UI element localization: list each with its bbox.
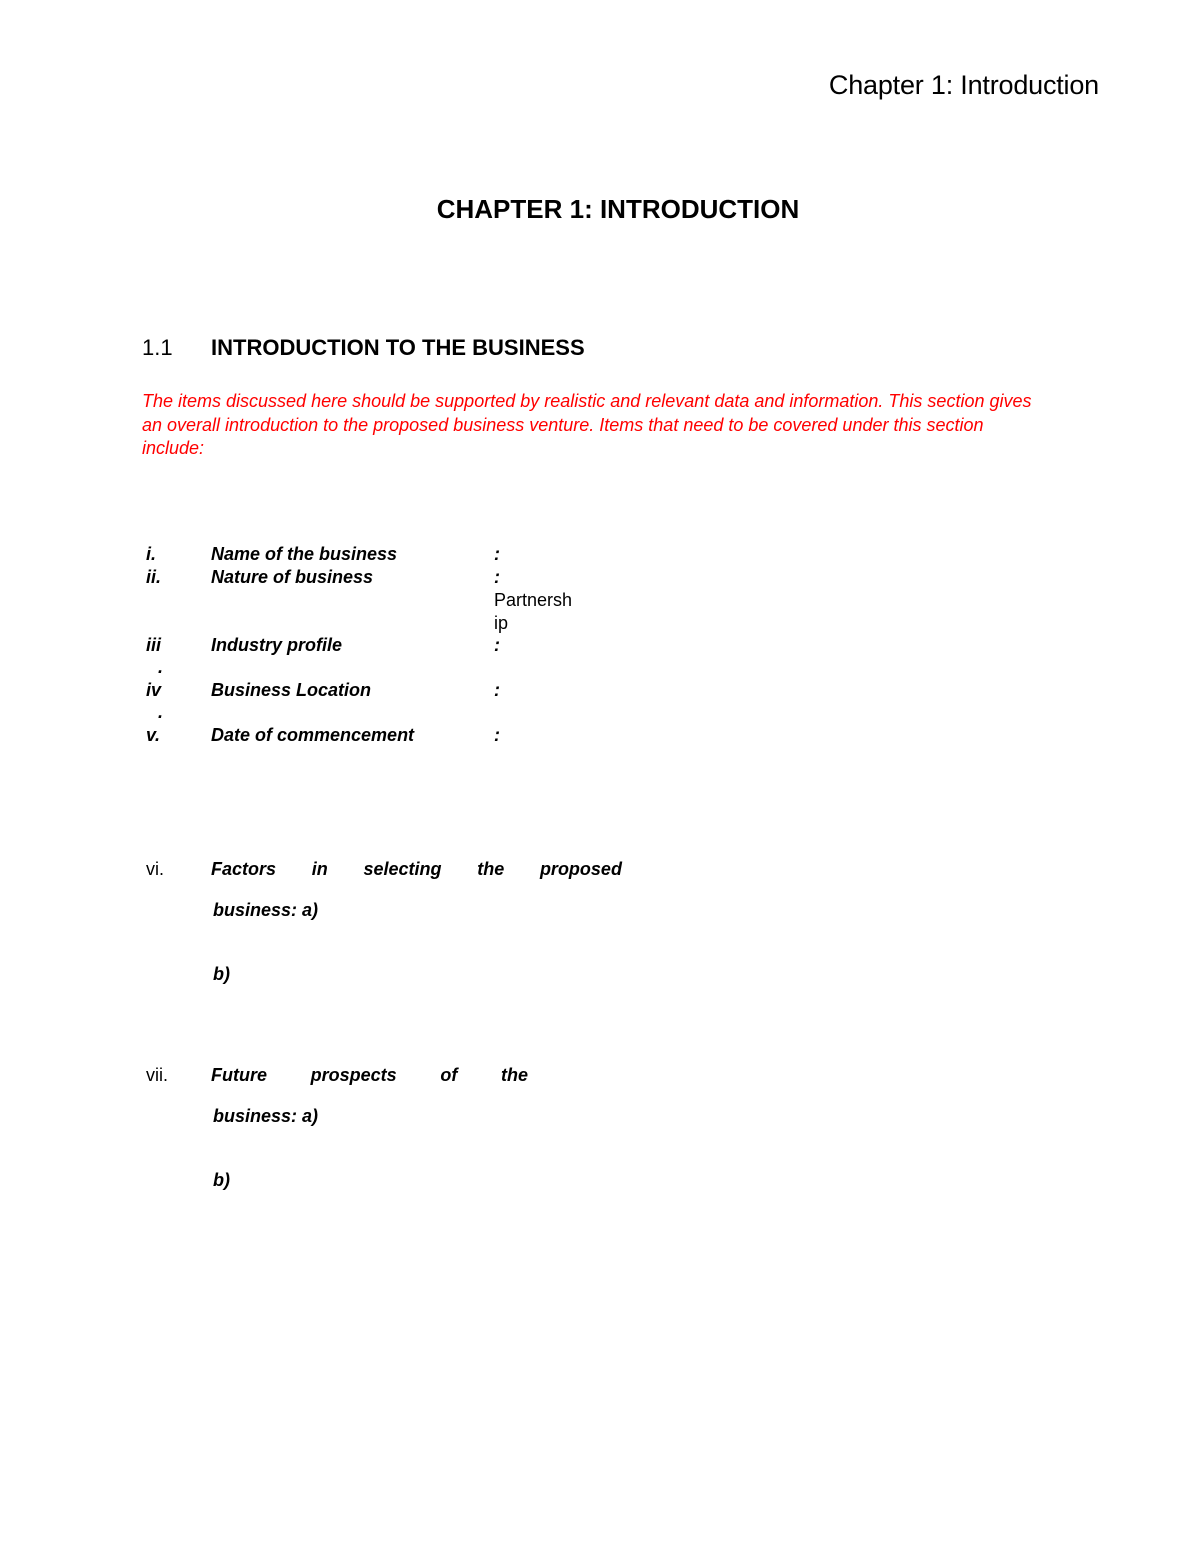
factors-word: in [311,859,328,879]
item-colon: : [494,567,500,587]
item-number: i. [146,544,157,564]
section-title: INTRODUCTION TO THE BUSINESS [211,335,585,360]
item-value-nature-line2: ip [494,613,509,633]
prospects-line-a: business: a) [213,1106,319,1126]
item-label-location: Business Location [211,680,372,700]
item-number: iv [146,680,162,700]
item-colon: : [494,544,500,564]
item-number: iii [146,635,162,655]
item-number: ii. [146,567,162,587]
factors-line-b: b) [213,964,230,984]
factors-word: proposed [539,859,622,879]
chapter-title: CHAPTER 1: INTRODUCTION [436,194,800,224]
item-colon: : [494,680,500,700]
item-label-industry: Industry profile [211,635,343,655]
factors-word: the [477,859,505,879]
prospects-word: Future [211,1065,267,1085]
prospects-heading-line [211,1065,528,1086]
prospects-word: prospects [310,1065,397,1085]
item-label-nature: Nature of business [211,567,374,587]
item-label-business-name: Name of the business [211,544,398,564]
item-number: vii. [146,1065,168,1085]
section-number: 1.1 [142,335,173,360]
factors-heading-line [211,859,622,880]
factors-word: Factors [211,859,277,879]
item-number-continuation: . [158,702,164,722]
factors-line-a: business: a) [213,900,319,920]
item-colon: : [494,635,500,655]
prospects-line-b: b) [213,1170,230,1190]
item-label-commencement: Date of commencement [211,725,415,745]
item-number: v. [146,725,161,745]
section-instruction-note: The items discussed here should be supported by realistic and relevant data and information. This section gives an overall introduction to the proposed business venture. Items that need to be covered under this section include: [142,391,1032,458]
prospects-word: of [440,1065,458,1085]
item-number-continuation: . [158,657,164,677]
item-colon: : [494,725,500,745]
prospects-word: the [501,1065,528,1085]
item-number: vi. [146,859,164,879]
item-value-nature-line1: Partnersh [494,590,573,610]
page-header: Chapter 1: Introduction [828,70,1099,100]
factors-word: selecting [363,859,442,879]
